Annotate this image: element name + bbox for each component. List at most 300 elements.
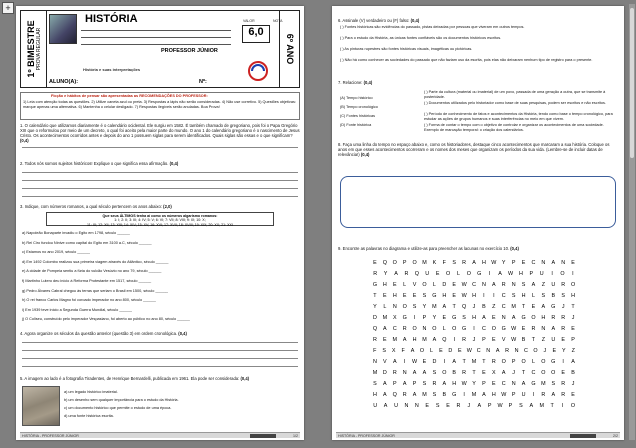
word-grid-cell[interactable]: O [419, 347, 425, 354]
word-grid-cell[interactable]: G [531, 380, 536, 387]
word-grid-cell[interactable]: A [412, 391, 417, 398]
word-grid-cell[interactable]: E [442, 314, 447, 321]
word-grid-cell[interactable]: A [551, 259, 556, 266]
word-grid-cell[interactable]: Z [541, 336, 545, 343]
word-grid-cell[interactable]: E [531, 303, 536, 310]
word-grid-cell[interactable]: O [432, 325, 437, 332]
word-grid-cell[interactable]: V [412, 281, 417, 288]
word-grid-cell[interactable]: G [521, 314, 526, 321]
word-grid-cell[interactable]: O [412, 259, 417, 266]
word-grid-cell[interactable]: W [466, 347, 472, 354]
word-grid-cell[interactable]: A [498, 270, 502, 277]
word-grid-cell[interactable]: I [463, 391, 465, 398]
word-grid-cell[interactable]: O [445, 270, 451, 277]
word-grid-cell[interactable]: Y [422, 303, 427, 310]
answer-line[interactable] [22, 366, 298, 367]
word-grid-cell[interactable]: B [551, 292, 556, 299]
word-grid-cell[interactable]: L [432, 281, 436, 288]
word-grid-cell[interactable]: O [551, 369, 556, 376]
word-grid-cell[interactable]: T [373, 292, 377, 299]
word-grid-cell[interactable]: M [422, 336, 427, 343]
word-grid-cell[interactable]: G [402, 314, 407, 321]
word-grid-cell[interactable]: N [501, 314, 506, 321]
word-grid-cell[interactable]: N [486, 347, 491, 354]
word-grid-cell[interactable]: H [518, 270, 523, 277]
word-grid-cell[interactable]: X [392, 314, 397, 321]
word-grid-cell[interactable]: S [519, 402, 523, 409]
word-grid-cell[interactable]: Y [383, 270, 388, 277]
word-grid-cell[interactable]: E [492, 314, 496, 321]
word-grid-cell[interactable]: S [422, 292, 427, 299]
word-grid-cell[interactable]: W [491, 259, 497, 266]
word-grid-cell[interactable]: R [462, 259, 467, 266]
word-grid-cell[interactable]: S [373, 380, 377, 387]
word-grid-cell[interactable]: D [448, 347, 453, 354]
word-grid-cell[interactable]: A [541, 303, 546, 310]
word-grid-cell[interactable]: E [552, 347, 557, 354]
word-grid-cell[interactable]: I [473, 325, 475, 332]
word-grid-cell[interactable]: R [373, 336, 377, 343]
word-grid-cell[interactable]: O [466, 270, 471, 277]
word-grid-cell[interactable]: I [453, 336, 455, 343]
word-grid-cell[interactable]: P [482, 336, 486, 343]
word-grid-cell[interactable]: Q [414, 270, 419, 277]
word-grid-cell[interactable]: O [392, 259, 397, 266]
word-grid-cell[interactable]: L [456, 270, 460, 277]
word-grid-cell[interactable]: E [482, 369, 486, 376]
word-grid-cell[interactable]: N [402, 369, 407, 376]
word-grid-cell[interactable]: W [461, 292, 467, 299]
word-grid-cell[interactable]: I [493, 292, 495, 299]
word-grid-cell[interactable]: M [471, 358, 477, 365]
word-grid-cell[interactable]: I [413, 314, 416, 321]
word-grid-cell[interactable]: H [382, 281, 387, 288]
word-grid-cell[interactable]: D [432, 358, 437, 365]
word-grid-cell[interactable]: C [472, 281, 476, 288]
word-grid-cell[interactable]: F [401, 347, 405, 354]
word-grid-cell[interactable]: A [531, 281, 536, 288]
word-grid-cell[interactable]: R [561, 391, 566, 398]
word-grid-cell[interactable]: I [551, 270, 553, 277]
word-grid-cell[interactable]: E [521, 259, 526, 266]
word-grid-cell[interactable]: A [383, 325, 387, 332]
word-grid-cell[interactable]: W [461, 281, 467, 288]
word-grid-cell[interactable]: R [561, 325, 566, 332]
word-grid-cell[interactable]: X [391, 347, 396, 354]
word-grid-cell[interactable]: G [452, 391, 457, 398]
word-grid-cell[interactable]: J [467, 402, 471, 409]
word-grid-cell[interactable]: T [571, 303, 575, 310]
word-grid-cell[interactable]: S [511, 292, 516, 299]
word-grid-cell[interactable]: O [412, 325, 417, 332]
word-grid-cell[interactable]: S [432, 391, 437, 398]
word-grid-cell[interactable]: C [481, 325, 486, 332]
word-grid-cell[interactable]: A [383, 391, 387, 398]
word-grid-cell[interactable]: I [572, 270, 574, 277]
word-grid-cell[interactable]: A [383, 380, 387, 387]
word-grid-cell[interactable]: F [442, 259, 446, 266]
word-grid-cell[interactable]: T [472, 369, 476, 376]
word-grid-cell[interactable]: A [521, 380, 526, 387]
word-grid-cell[interactable]: Q [392, 391, 397, 398]
word-grid-cell[interactable]: T [452, 303, 456, 310]
word-grid-cell[interactable]: P [422, 314, 427, 321]
word-grid-cell[interactable]: H [491, 391, 496, 398]
word-grid-cell[interactable]: R [402, 325, 407, 332]
word-grid-cell[interactable]: F [373, 347, 377, 354]
word-grid-cell[interactable]: A [452, 358, 456, 365]
word-grid-cell[interactable]: R [456, 402, 461, 409]
word-grid-cell[interactable]: P [482, 380, 486, 387]
vertical-scrollbar[interactable] [629, 4, 635, 440]
word-grid-cell[interactable]: I [562, 358, 564, 365]
timeline-answer-box[interactable] [340, 176, 616, 228]
word-grid-cell[interactable]: W [497, 402, 503, 409]
word-grid-cell[interactable]: E [422, 358, 427, 365]
word-grid-cell[interactable]: E [561, 336, 565, 343]
word-grid-cell[interactable]: E [571, 325, 575, 332]
word-search-grid[interactable] [370, 257, 578, 411]
word-grid-cell[interactable]: I [532, 391, 535, 398]
word-grid-cell[interactable]: A [495, 347, 500, 354]
word-grid-cell[interactable]: N [511, 281, 516, 288]
word-grid-cell[interactable]: O [422, 281, 427, 288]
scroll-thumb[interactable] [630, 8, 634, 158]
word-grid-cell[interactable]: P [392, 380, 397, 387]
word-grid-cell[interactable]: M [382, 314, 388, 321]
word-grid-cell[interactable]: N [404, 402, 409, 409]
word-grid-cell[interactable]: T [521, 369, 526, 376]
word-grid-cell[interactable]: Z [492, 303, 496, 310]
word-grid-cell[interactable]: G [372, 281, 378, 288]
word-grid-cell[interactable]: I [483, 292, 485, 299]
word-grid-cell[interactable]: P [529, 270, 534, 277]
word-grid-cell[interactable]: A [482, 391, 486, 398]
word-grid-cell[interactable]: O [501, 358, 506, 365]
word-grid-cell[interactable]: U [551, 336, 556, 343]
word-grid-cell[interactable]: A [392, 358, 397, 365]
word-grid-cell[interactable]: E [458, 347, 462, 354]
word-grid-cell[interactable]: A [410, 347, 415, 354]
word-grid-cell[interactable]: O [491, 325, 496, 332]
word-grid-cell[interactable]: A [529, 402, 534, 409]
word-grid-cell[interactable]: O [560, 270, 565, 277]
word-grid-cell[interactable]: E [439, 347, 443, 354]
word-grid-cell[interactable]: E [435, 270, 440, 277]
word-grid-cell[interactable]: U [539, 270, 544, 277]
word-grid-cell[interactable]: D [382, 369, 387, 376]
word-grid-cell[interactable]: C [524, 347, 528, 354]
word-grid-cell[interactable]: N [514, 347, 519, 354]
word-grid-cell[interactable]: E [571, 259, 575, 266]
word-grid-cell[interactable]: A [482, 314, 486, 321]
word-grid-cell[interactable]: R [501, 281, 506, 288]
word-grid-cell[interactable]: B [571, 369, 575, 376]
word-grid-cell[interactable]: U [373, 402, 378, 409]
word-grid-cell[interactable]: E [383, 292, 387, 299]
word-grid-cell[interactable]: Q [382, 259, 387, 266]
word-grid-cell[interactable]: I [403, 358, 406, 365]
word-grid-cell[interactable]: T [482, 358, 486, 365]
word-grid-cell[interactable]: Z [571, 347, 575, 354]
word-grid-cell[interactable]: G [462, 325, 467, 332]
word-grid-cell[interactable]: O [402, 303, 407, 310]
word-grid-cell[interactable]: H [373, 391, 377, 398]
word-grid-cell[interactable]: S [541, 292, 546, 299]
word-grid-cell[interactable]: J [543, 347, 547, 354]
word-grid-cell[interactable]: Y [373, 303, 377, 310]
word-grid-cell[interactable]: A [492, 281, 496, 288]
word-grid-cell[interactable]: D [373, 314, 377, 321]
word-grid-cell[interactable]: W [412, 358, 418, 365]
word-grid-cell[interactable]: H [541, 314, 546, 321]
word-grid-cell[interactable]: S [432, 369, 437, 376]
word-grid-cell[interactable]: N [561, 259, 566, 266]
word-grid-cell[interactable]: G [477, 270, 482, 277]
answer-line[interactable] [22, 358, 298, 359]
word-grid-cell[interactable]: E [452, 292, 456, 299]
word-grid-cell[interactable]: S [422, 380, 427, 387]
word-grid-cell[interactable]: E [425, 402, 430, 409]
word-grid-cell[interactable]: E [402, 292, 407, 299]
word-grid-cell[interactable]: H [412, 336, 417, 343]
word-grid-cell[interactable]: I [443, 358, 446, 365]
word-grid-cell[interactable]: H [472, 292, 476, 299]
word-grid-cell[interactable]: A [511, 314, 516, 321]
word-grid-cell[interactable]: W [461, 380, 467, 387]
answer-line[interactable] [22, 180, 298, 181]
answer-line[interactable] [22, 172, 298, 173]
word-grid-cell[interactable]: A [551, 391, 556, 398]
word-grid-cell[interactable]: A [402, 336, 407, 343]
word-grid-cell[interactable]: E [392, 281, 397, 288]
word-grid-cell[interactable]: W [511, 336, 517, 343]
word-grid-cell[interactable]: E [492, 380, 496, 387]
word-grid-cell[interactable]: R [462, 369, 467, 376]
word-grid-cell[interactable]: H [521, 292, 526, 299]
word-grid-cell[interactable]: H [481, 259, 486, 266]
word-grid-cell[interactable]: H [452, 380, 457, 387]
word-grid-cell[interactable]: P [511, 259, 516, 266]
word-grid-cell[interactable]: E [492, 336, 496, 343]
word-grid-cell[interactable]: P [511, 391, 516, 398]
word-grid-cell[interactable]: T [521, 303, 526, 310]
word-grid-cell[interactable]: C [476, 347, 481, 354]
word-grid-cell[interactable]: O [570, 281, 576, 288]
word-grid-cell[interactable]: V [383, 358, 387, 365]
answer-line[interactable] [22, 196, 298, 197]
word-grid-cell[interactable]: L [403, 281, 407, 288]
word-grid-cell[interactable]: G [452, 314, 457, 321]
word-grid-cell[interactable]: R [491, 358, 496, 365]
word-grid-cell[interactable]: Q [372, 325, 378, 332]
word-grid-cell[interactable]: E [561, 369, 565, 376]
word-grid-cell[interactable]: M [422, 391, 427, 398]
word-grid-cell[interactable]: K [432, 259, 437, 266]
word-grid-cell[interactable]: S [521, 281, 526, 288]
word-grid-cell[interactable]: P [508, 402, 513, 409]
word-grid-cell[interactable]: O [442, 369, 447, 376]
word-grid-cell[interactable]: R [541, 391, 546, 398]
word-grid-cell[interactable]: E [373, 259, 377, 266]
word-grid-cell[interactable]: A [383, 402, 388, 409]
word-grid-cell[interactable]: C [531, 259, 536, 266]
word-grid-cell[interactable]: B [442, 391, 447, 398]
word-grid-cell[interactable]: P [402, 259, 407, 266]
word-grid-cell[interactable]: R [505, 347, 510, 354]
word-grid-cell[interactable]: L [531, 292, 535, 299]
word-grid-cell[interactable]: A [422, 369, 427, 376]
word-grid-cell[interactable]: T [550, 402, 554, 409]
word-grid-cell[interactable]: M [432, 303, 437, 310]
word-grid-cell[interactable]: R [551, 314, 556, 321]
word-grid-cell[interactable]: P [412, 380, 417, 387]
word-grid-cell[interactable]: Y [432, 314, 437, 321]
word-grid-cell[interactable]: M [541, 380, 546, 387]
word-grid-cell[interactable]: Q [442, 336, 447, 343]
word-grid-cell[interactable]: Y [501, 259, 506, 266]
word-grid-cell[interactable]: A [394, 270, 398, 277]
word-grid-cell[interactable]: A [501, 369, 506, 376]
word-grid-cell[interactable]: N [511, 380, 516, 387]
word-grid-cell[interactable]: A [412, 369, 417, 376]
word-grid-cell[interactable]: Z [541, 281, 545, 288]
answer-line[interactable] [22, 188, 298, 189]
word-grid-cell[interactable]: E [521, 325, 526, 332]
word-grid-cell[interactable]: O [531, 314, 536, 321]
word-grid-cell[interactable]: C [501, 292, 506, 299]
word-grid-cell[interactable]: A [477, 402, 482, 409]
word-grid-cell[interactable]: S [561, 292, 565, 299]
word-grid-cell[interactable]: C [392, 325, 397, 332]
word-grid-cell[interactable]: B [452, 369, 456, 376]
document-icon[interactable]: + [2, 2, 14, 14]
word-grid-cell[interactable]: L [442, 325, 446, 332]
word-grid-cell[interactable]: D [442, 281, 447, 288]
answer-line[interactable] [22, 147, 298, 148]
word-grid-cell[interactable]: J [472, 336, 476, 343]
word-grid-cell[interactable]: R [531, 325, 536, 332]
word-grid-cell[interactable]: R [373, 270, 378, 277]
word-grid-cell[interactable]: W [511, 325, 517, 332]
word-grid-cell[interactable]: C [501, 303, 506, 310]
word-grid-cell[interactable]: O [521, 358, 526, 365]
word-grid-cell[interactable]: A [551, 325, 556, 332]
word-grid-cell[interactable]: N [373, 358, 377, 365]
answer-line[interactable] [22, 342, 298, 343]
word-grid-cell[interactable]: U [521, 391, 526, 398]
word-grid-cell[interactable]: M [372, 369, 378, 376]
word-grid-cell[interactable]: N [481, 281, 486, 288]
word-grid-cell[interactable]: N [541, 325, 546, 332]
answer-line[interactable] [22, 350, 298, 351]
word-grid-cell[interactable]: Y [561, 347, 566, 354]
word-grid-cell[interactable]: P [511, 358, 516, 365]
word-grid-cell[interactable]: M [539, 402, 544, 409]
word-grid-cell[interactable]: E [446, 402, 450, 409]
word-grid-cell[interactable]: I [488, 270, 491, 277]
word-grid-cell[interactable]: C [501, 380, 506, 387]
word-grid-cell[interactable]: E [412, 292, 417, 299]
word-grid-cell[interactable]: E [571, 391, 575, 398]
word-grid-cell[interactable]: G [551, 358, 556, 365]
word-grid-cell[interactable]: O [541, 369, 546, 376]
word-grid-cell[interactable]: O [541, 358, 546, 365]
word-grid-cell[interactable]: I [561, 402, 564, 409]
word-grid-cell[interactable]: N [392, 303, 397, 310]
word-grid-cell[interactable]: A [442, 380, 447, 387]
word-grid-cell[interactable]: W [507, 270, 514, 277]
word-grid-cell[interactable]: G [551, 303, 556, 310]
word-grid-cell[interactable]: T [462, 358, 466, 365]
word-grid-cell[interactable]: O [533, 347, 538, 354]
student-name-field[interactable]: ALUNO(A): Nº: [49, 79, 207, 85]
word-grid-cell[interactable]: G [501, 325, 506, 332]
word-grid-cell[interactable]: A [442, 303, 447, 310]
word-grid-cell[interactable]: J [561, 303, 565, 310]
word-grid-cell[interactable]: N [414, 402, 419, 409]
word-grid-cell[interactable]: H [571, 292, 576, 299]
word-grid-cell[interactable]: G [432, 292, 437, 299]
word-grid-cell[interactable]: P [487, 402, 492, 409]
word-grid-cell[interactable]: B [521, 336, 526, 343]
word-grid-cell[interactable]: S [551, 380, 556, 387]
word-grid-cell[interactable]: W [501, 391, 507, 398]
word-grid-cell[interactable]: S [462, 314, 466, 321]
word-grid-cell[interactable]: R [392, 369, 397, 376]
word-grid-cell[interactable]: S [412, 303, 417, 310]
word-grid-cell[interactable]: S [382, 347, 386, 354]
word-grid-cell[interactable]: V [501, 336, 506, 343]
word-grid-cell[interactable]: N [422, 325, 427, 332]
word-grid-cell[interactable]: M [471, 391, 477, 398]
word-grid-cell[interactable]: R [561, 380, 566, 387]
word-grid-cell[interactable]: Y [472, 380, 476, 387]
word-grid-cell[interactable]: M [511, 303, 516, 310]
word-grid-cell[interactable]: R [561, 314, 566, 321]
word-grid-cell[interactable]: M [392, 336, 398, 343]
word-grid-cell[interactable]: T [531, 336, 536, 343]
word-grid-cell[interactable]: A [571, 358, 575, 365]
word-grid-cell[interactable]: R [432, 380, 437, 387]
word-grid-cell[interactable]: J [571, 314, 575, 321]
word-grid-cell[interactable]: C [531, 369, 536, 376]
word-grid-cell[interactable]: U [425, 270, 430, 277]
word-grid-cell[interactable]: O [452, 325, 457, 332]
word-grid-cell[interactable]: S [452, 259, 456, 266]
word-grid-cell[interactable]: A [472, 259, 476, 266]
word-grid-cell[interactable]: H [392, 292, 397, 299]
word-grid-cell[interactable]: J [512, 369, 515, 376]
word-grid-cell[interactable]: U [551, 281, 556, 288]
word-grid-cell[interactable]: U [394, 402, 398, 409]
word-grid-cell[interactable]: L [531, 358, 535, 365]
word-grid-cell[interactable]: J [571, 380, 575, 387]
word-grid-cell[interactable]: R [404, 270, 409, 277]
word-grid-cell[interactable]: S [435, 402, 440, 409]
word-grid-cell[interactable]: Q [462, 303, 467, 310]
word-grid-cell[interactable]: X [492, 369, 496, 376]
word-grid-cell[interactable]: E [383, 336, 387, 343]
word-grid-cell[interactable]: E [452, 281, 456, 288]
word-grid-cell[interactable]: P [571, 336, 575, 343]
word-grid-cell[interactable]: H [472, 314, 476, 321]
word-grid-cell[interactable]: L [383, 303, 387, 310]
word-grid-cell[interactable]: R [402, 391, 407, 398]
word-grid-cell[interactable]: A [432, 336, 437, 343]
word-grid-cell[interactable]: B [482, 303, 486, 310]
word-grid-cell[interactable]: L [429, 347, 433, 354]
